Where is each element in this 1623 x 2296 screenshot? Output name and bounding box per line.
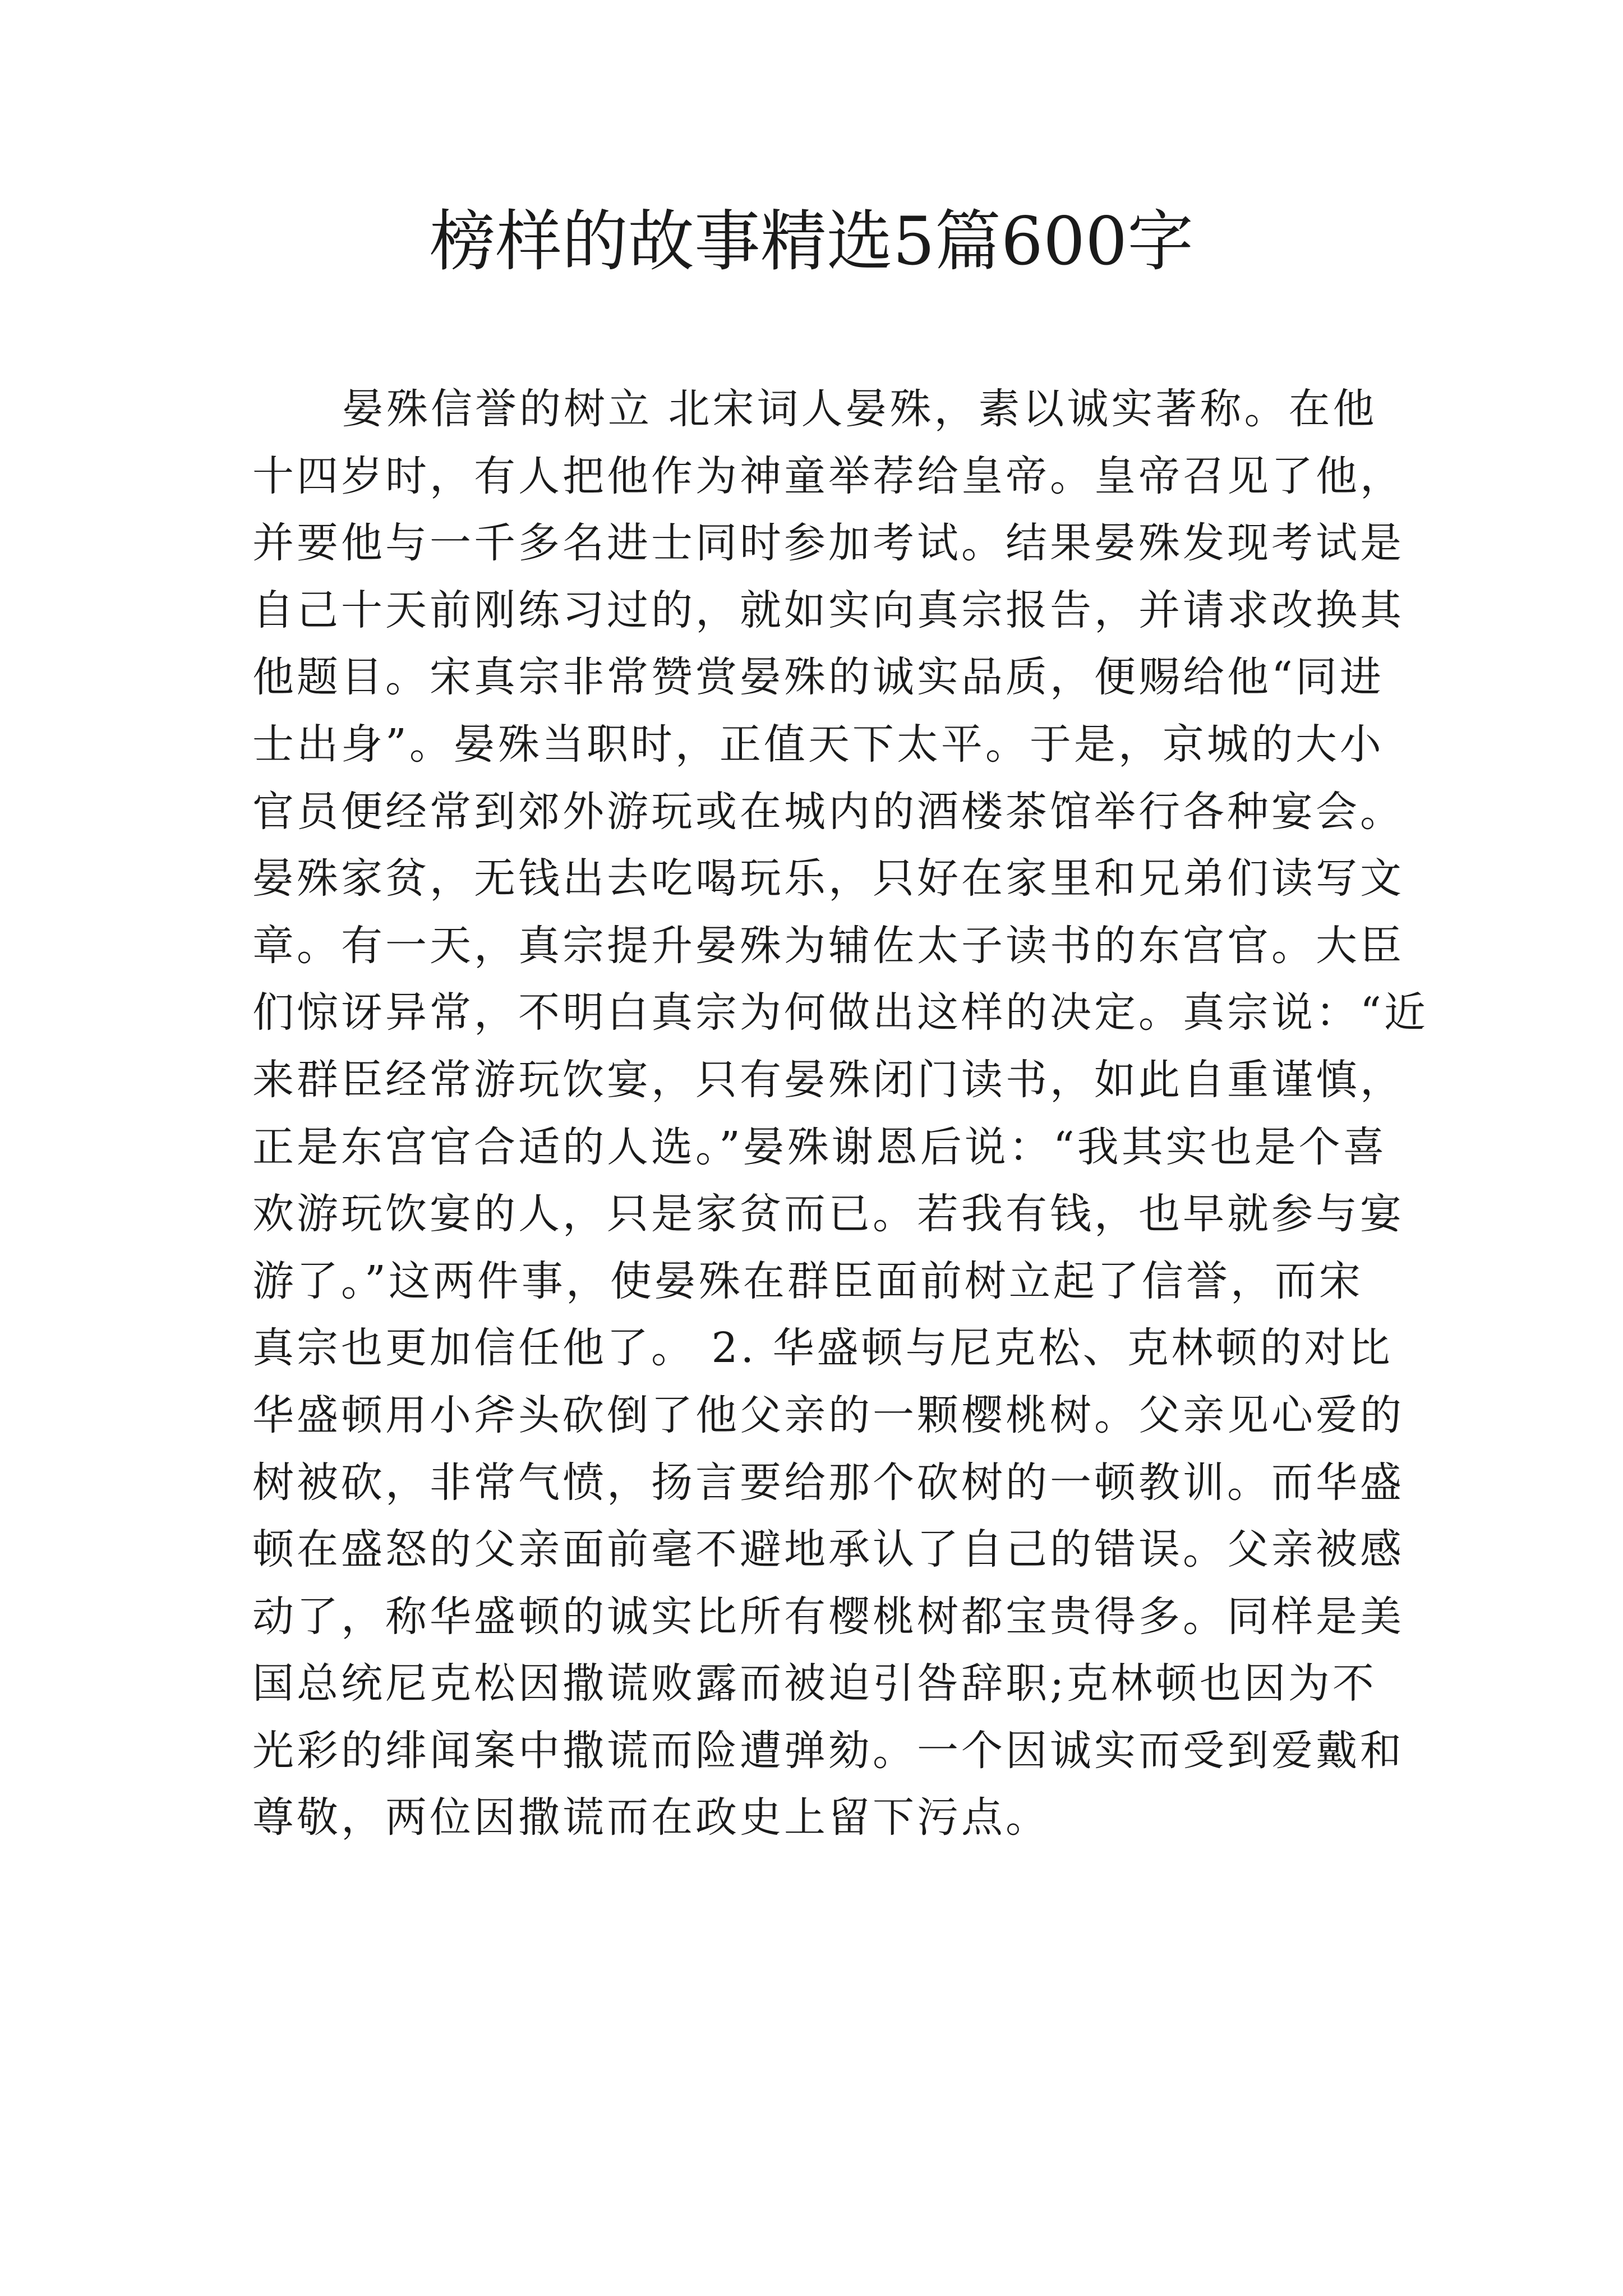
text-line: 来群臣经常游玩饮宴，只有晏殊闭门读书，如此自重谨慎， <box>252 1055 1404 1104</box>
text-line: 十四岁时，有人把他作为神童举荐给皇帝。皇帝召见了他， <box>252 452 1404 500</box>
text-line: 并要他与一千多名进士同时参加考试。结果晏殊发现考试是 <box>252 519 1404 568</box>
text-line: 尊敬，两位因撒谎而在政史上留下污点。 <box>252 1793 1050 1842</box>
text-line: 官员便经常到郊外游玩或在城内的酒楼茶馆举行各种宴会。 <box>252 787 1404 836</box>
text-line: 光彩的绯闻案中撒谎而险遭弹劾。一个因诚实而受到爱戴和 <box>252 1726 1404 1775</box>
text-line: 欢游玩饮宴的人，只是家贫而已。若我有钱，也早就参与宴 <box>252 1190 1404 1239</box>
text-line: 士出身”。晏殊当职时，正值天下太平。于是，京城的大小 <box>252 720 1384 769</box>
paragraph <box>252 376 1428 1852</box>
document-title: 榜样的故事精选5篇600字 <box>429 203 1194 280</box>
text-line: 晏殊信誉的树立 北宋词人晏殊，素以诚实著称。在他 <box>342 385 1377 433</box>
text-line: 游了。”这两件事，使晏殊在群臣面前树立起了信誉，而宋 <box>252 1257 1363 1305</box>
text-line: 自己十天前刚练习过的，就如实向真宗报告，并请求改换其 <box>252 586 1404 634</box>
text-line: 国总统尼克松因撒谎败露而被迫引咎辞职;克林顿也因为不 <box>252 1659 1377 1708</box>
text-line: 树被砍，非常气愤，扬言要给那个砍树的一顿教训。而华盛 <box>252 1458 1404 1507</box>
text-line: 真宗也更加信任他了。 2. 华盛顿与尼克松、克林顿的对比 <box>252 1324 1393 1373</box>
text-line: 顿在盛怒的父亲面前毫不避地承认了自己的错误。父亲被感 <box>252 1525 1404 1574</box>
text-line: 华盛顿用小斧头砍倒了他父亲的一颗樱桃树。父亲见心爱的 <box>252 1391 1404 1439</box>
text-line: 们惊讶异常，不明白真宗为何做出这样的决定。真宗说：“近 <box>252 988 1428 1037</box>
text-line: 动了，称华盛顿的诚实比所有樱桃树都宝贵得多。同样是美 <box>252 1592 1404 1641</box>
text-line: 正是东宫官合适的人选。”晏殊谢恩后说：“我其实也是个喜 <box>252 1122 1387 1171</box>
text-line: 晏殊家贫，无钱出去吃喝玩乐，只好在家里和兄弟们读写文 <box>252 854 1404 903</box>
document-body <box>252 376 1428 1852</box>
text-line: 章。有一天，真宗提升晏殊为辅佐太子读书的东宫官。大臣 <box>252 921 1404 970</box>
text-line: 他题目。宋真宗非常赞赏晏殊的诚实品质，便赐给他“同进 <box>252 653 1384 702</box>
